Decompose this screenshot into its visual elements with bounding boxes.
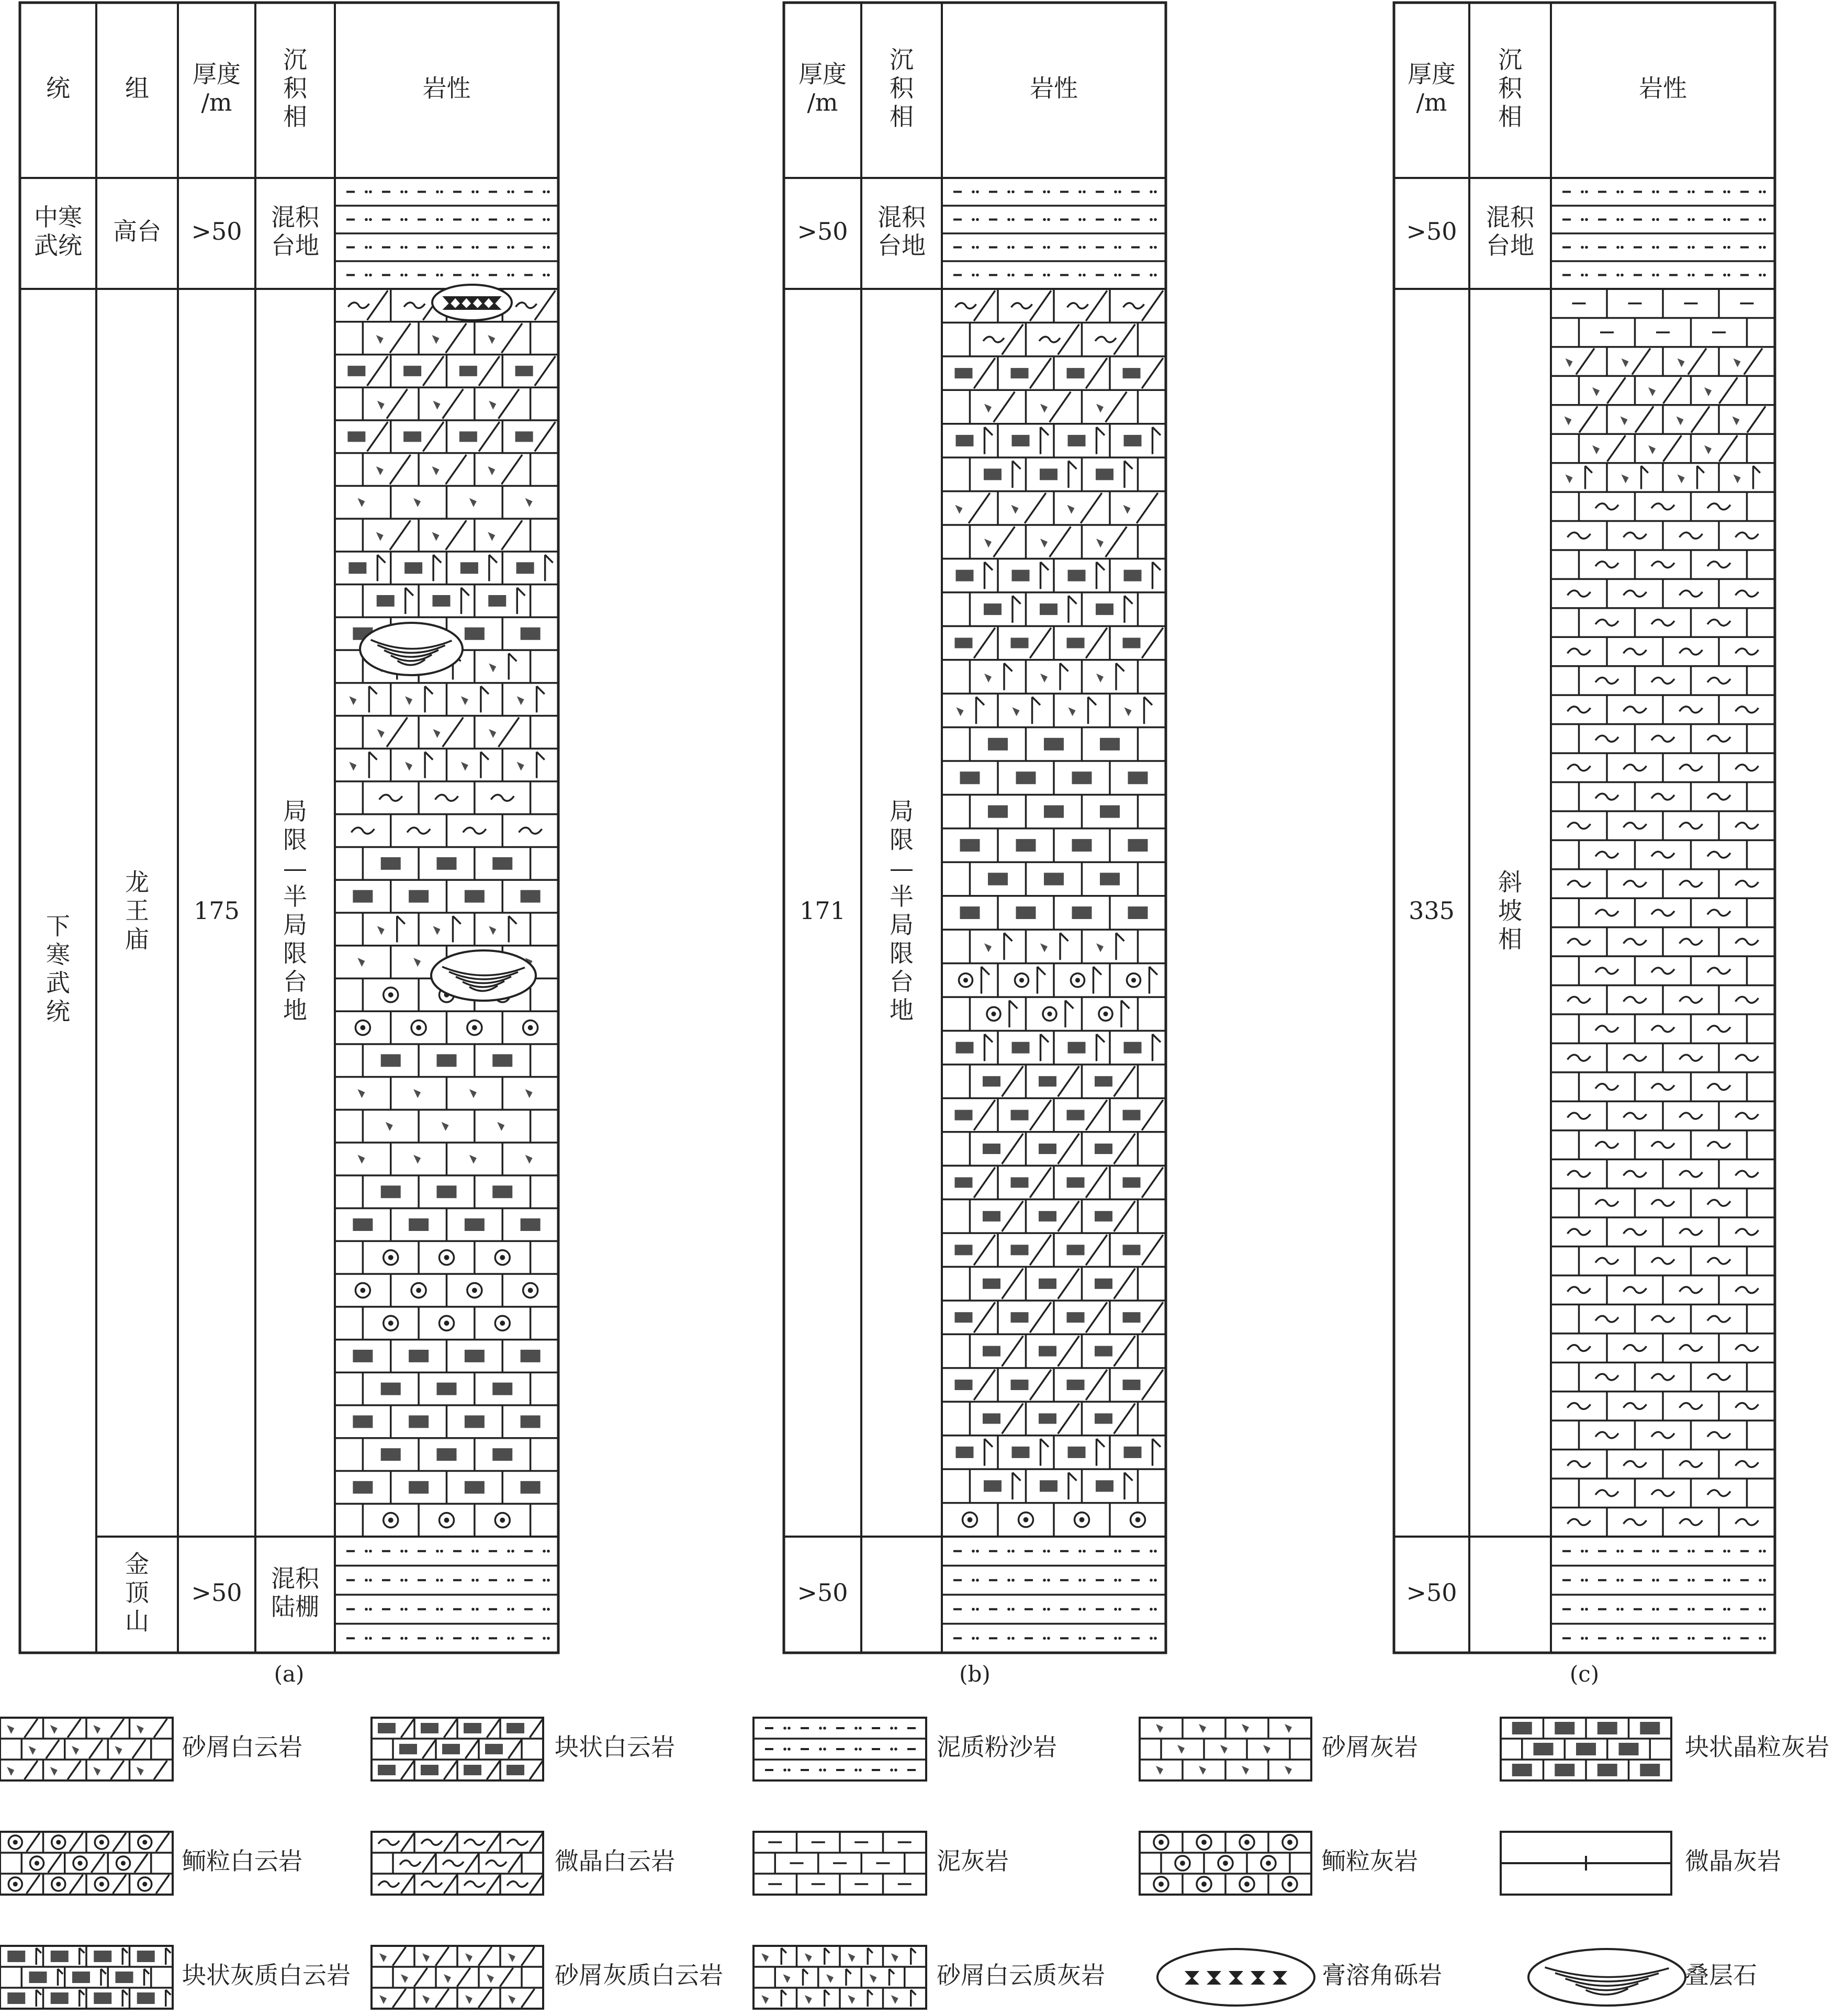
legend-label: 鲕粒白云岩 bbox=[182, 1847, 302, 1875]
legend-item-dolo_clastic bbox=[0, 1718, 302, 1780]
unit-thickness: >50 bbox=[191, 217, 242, 245]
unit-facies: 混积陆棚 bbox=[271, 1564, 319, 1621]
legend-label: 膏溶角砾岩 bbox=[1322, 1961, 1442, 1989]
column-caption: (b) bbox=[959, 1661, 991, 1687]
column-caption: (a) bbox=[274, 1661, 305, 1687]
legend-label: 微晶灰岩 bbox=[1685, 1847, 1781, 1875]
unit-facies: 斜坡相 bbox=[1498, 868, 1522, 954]
unit-thickness: >50 bbox=[1406, 1578, 1457, 1607]
column-c bbox=[1394, 3, 1775, 1687]
legend-item-calc_dolo_massive bbox=[0, 1946, 351, 2009]
unit-thickness: >50 bbox=[797, 1578, 848, 1607]
column-b bbox=[784, 3, 1166, 1687]
unit-facies: 混积台地 bbox=[271, 203, 319, 260]
legend-item-dolo_massive bbox=[372, 1718, 675, 1780]
unit-series: 下寒武统 bbox=[46, 912, 70, 1026]
column-caption: (c) bbox=[1569, 1661, 1600, 1687]
legend-label: 微晶白云岩 bbox=[555, 1847, 675, 1875]
unit-thickness: 335 bbox=[1409, 897, 1455, 925]
unit-facies: 局限—半局限台地 bbox=[283, 797, 307, 1024]
legend-label: 泥灰岩 bbox=[937, 1847, 1009, 1875]
stromatolite-symbol bbox=[1528, 1949, 1685, 2006]
legend-label: 块状灰质白云岩 bbox=[182, 1961, 351, 1989]
legend-label: 叠层石 bbox=[1685, 1961, 1757, 1989]
unit-formation: 龙王庙 bbox=[125, 868, 149, 954]
header-lithology: 岩性 bbox=[1639, 74, 1687, 103]
legend-label: 砂屑灰岩 bbox=[1322, 1733, 1418, 1761]
columns-layer bbox=[20, 3, 1775, 1687]
lithology-log bbox=[335, 191, 558, 1640]
legend-label: 砂屑白云岩 bbox=[182, 1733, 302, 1761]
legend-item-lime_micritic bbox=[1501, 1832, 1781, 1895]
legend-item-calc_dolo_clastic bbox=[372, 1946, 723, 2009]
header-thickness: 厚度/m bbox=[1408, 60, 1456, 117]
column-a bbox=[20, 3, 558, 1687]
stromatolite-lens bbox=[360, 623, 463, 675]
stromatolite-lens bbox=[431, 950, 536, 1001]
unit-thickness: >50 bbox=[1406, 217, 1457, 245]
header-lithology: 岩性 bbox=[1030, 74, 1078, 103]
unit-facies: 混积台地 bbox=[878, 203, 926, 260]
header-thickness: 厚度/m bbox=[193, 60, 241, 117]
legend-item-marl bbox=[753, 1832, 1009, 1895]
legend-item-dolo_oolitic bbox=[0, 1832, 302, 1895]
header-row bbox=[798, 46, 1078, 131]
unit-thickness: 175 bbox=[194, 897, 240, 925]
legend-item-silt bbox=[753, 1718, 1057, 1780]
lithology-log bbox=[942, 191, 1166, 1640]
lithology-log bbox=[1551, 191, 1775, 1640]
header-row bbox=[1408, 46, 1687, 131]
legend-label: 鲕粒灰岩 bbox=[1322, 1847, 1418, 1875]
unit-thickness: >50 bbox=[797, 217, 848, 245]
unit-formation: 金顶山 bbox=[125, 1550, 149, 1636]
legend-item-stromatolite bbox=[1528, 1949, 1757, 2006]
header-row bbox=[46, 46, 471, 131]
legend-label: 砂屑白云质灰岩 bbox=[937, 1961, 1105, 1989]
header-facies: 沉积相 bbox=[283, 46, 307, 131]
header-facies: 沉积相 bbox=[890, 46, 914, 131]
legend-label: 泥质粉沙岩 bbox=[937, 1733, 1057, 1761]
unit-facies: 局限—半局限台地 bbox=[890, 797, 914, 1024]
column-frame bbox=[1394, 3, 1775, 1653]
legend-label: 块状白云岩 bbox=[555, 1733, 675, 1761]
legend-item-dolo_lime_clastic bbox=[753, 1946, 1105, 2009]
legend-item-lime_massive bbox=[1501, 1718, 1829, 1780]
unit-series: 中寒武统 bbox=[34, 203, 82, 260]
legend-layer bbox=[0, 1718, 1829, 2009]
legend-item-dolo_micritic bbox=[372, 1832, 675, 1895]
header-lithology: 岩性 bbox=[422, 74, 471, 103]
header-formation: 组 bbox=[125, 74, 149, 103]
unit-formation: 高台 bbox=[113, 217, 161, 245]
legend-item-lime_clastic bbox=[1140, 1718, 1418, 1780]
legend-label: 砂屑灰质白云岩 bbox=[555, 1961, 723, 1989]
gypsum-breccia-symbol bbox=[1157, 1949, 1314, 2006]
unit-thickness: 171 bbox=[800, 897, 846, 925]
header-facies: 沉积相 bbox=[1498, 46, 1522, 131]
legend-item-gypsum_breccia bbox=[1157, 1949, 1442, 2006]
gypsum-breccia-lens bbox=[432, 285, 512, 320]
unit-thickness: >50 bbox=[191, 1578, 242, 1607]
header-series: 统 bbox=[46, 74, 70, 103]
unit-facies: 混积台地 bbox=[1486, 203, 1534, 260]
legend-label: 块状晶粒灰岩 bbox=[1685, 1733, 1829, 1761]
header-thickness: 厚度/m bbox=[798, 60, 847, 117]
legend-item-lime_oolitic bbox=[1140, 1832, 1418, 1895]
